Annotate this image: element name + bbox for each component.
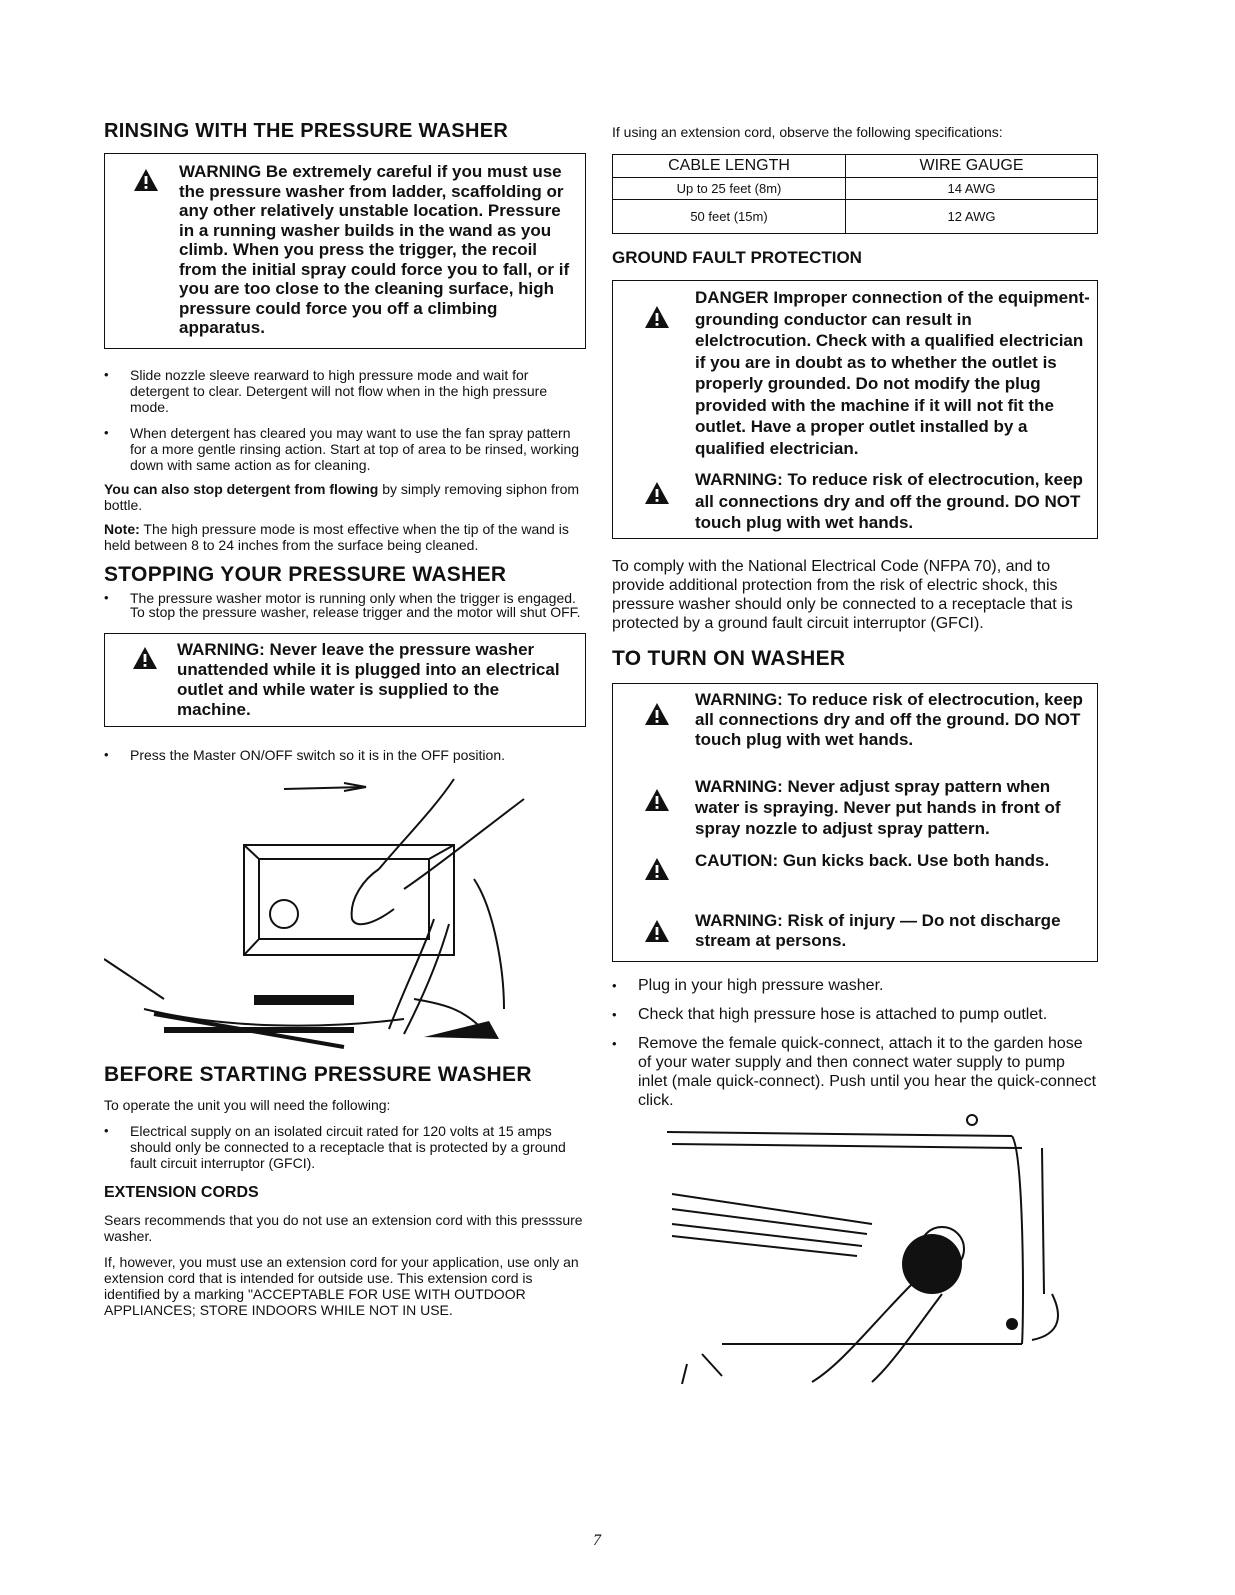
gfp-danger-text: DANGER Improper connection of the equipment-grounding conductor can result in elelctrocution. Check with a qualified electrician if you are in doubt as to whether the outlet is properly grounded. Do not modify the plug provided with the machine if it will not fit the outlet. Have a proper outlet installed by a qualified electrician. bbox=[695, 288, 1090, 458]
gfp-warning-text: WARNING: To reduce risk of electrocution, keep all connections dry and off the ground. DO NOT touch plug with wet hands. bbox=[695, 470, 1083, 533]
extension-cords-p1: Sears recommends that you do not use an extension cord with this presssure washer. bbox=[104, 1211, 583, 1244]
hose-connection-drawing bbox=[612, 1114, 1098, 1384]
extension-cords-heading: EXTENSION CORDS bbox=[104, 1183, 259, 1201]
table-header-wire-gauge: WIRE GAUGE bbox=[846, 155, 1098, 178]
warning-triangle-icon bbox=[619, 851, 695, 881]
gfp-heading: GROUND FAULT PROTECTION bbox=[612, 248, 862, 267]
turn-on-heading: TO TURN ON WASHER bbox=[612, 646, 846, 670]
turn-on-warning-2: WARNING: Never adjust spray pattern when water is spraying. Never put hands in front of spray nozzle to adjust spray pattern. bbox=[695, 777, 1061, 839]
right-column bbox=[612, 124, 1098, 1384]
stopping-heading: STOPPING YOUR PRESSURE WASHER bbox=[104, 562, 507, 586]
stop-detergent-paragraph bbox=[104, 481, 586, 513]
turn-on-bullet-2: • Check that high pressure hose is attached to pump outlet. bbox=[612, 1005, 1098, 1024]
stop-detergent-rest: by simply removing siphon from bottle. bbox=[104, 480, 580, 513]
table-row bbox=[613, 178, 1098, 200]
extension-table-intro: If using an extension cord, observe the following specifications: bbox=[612, 124, 1003, 140]
turn-on-bullet-3: • Remove the female quick-connect, attach it to the garden hose of your water supply and then connect water supply to pump inlet (male quick-connect). Push until you hear the quick-connect click. bbox=[612, 1034, 1098, 1110]
table-cell: Up to 25 feet (8m) bbox=[613, 178, 846, 200]
table-cell: 12 AWG bbox=[846, 200, 1098, 234]
rinsing-bullet-1: • Slide nozzle sleeve rearward to high pressure mode and wait for detergent to clear. Detergent will not flow when in the high pressure mode. bbox=[104, 367, 586, 415]
rinsing-warning-box bbox=[104, 153, 586, 349]
stop-detergent-bold: You can also stop detergent from flowing bbox=[104, 480, 379, 497]
rinsing-bullet-2: • When detergent has cleared you may want to use the fan spray pattern for a more gentle rinsing action. Start at top of area to be rinsed, working down with same action as for cleaning. bbox=[104, 425, 586, 473]
gfp-warning-box bbox=[612, 280, 1098, 539]
warning-triangle-icon bbox=[619, 690, 695, 726]
switch-illustration bbox=[104, 769, 586, 1051]
before-bullet: • Electrical supply on an isolated circuit rated for 120 volts at 15 amps should only be connected to a receptacle that is protected by a ground fault circuit interruptor (GFCI). bbox=[104, 1123, 586, 1171]
before-intro: To operate the unit you will need the following: bbox=[104, 1096, 391, 1113]
table-cell: 50 feet (15m) bbox=[613, 200, 846, 234]
turn-on-warning-4: WARNING: Risk of injury — Do not discharge stream at persons. bbox=[695, 911, 1061, 951]
note-paragraph bbox=[104, 521, 586, 553]
turn-on-caution: CAUTION: Gun kicks back. Use both hands. bbox=[695, 851, 1050, 871]
turn-on-bullet-1: • Plug in your high pressure washer. bbox=[612, 976, 1098, 995]
warning-triangle-icon bbox=[113, 162, 179, 192]
turn-on-warning-1: WARNING: To reduce risk of electrocution, keep all connections dry and off the ground. DO NOT touch plug with wet hands. bbox=[695, 690, 1083, 750]
gfp-paragraph: To comply with the National Electrical Code (NFPA 70), and to provide additional protection from the risk of electric shock, this pressure washer should only be connected to a receptacle that is protected by a ground fault circuit interruptor (GFCI). bbox=[612, 557, 1073, 632]
table-row bbox=[613, 200, 1098, 234]
rinsing-heading: RINSING WITH THE PRESSURE WASHER bbox=[104, 120, 509, 142]
warning-triangle-icon bbox=[619, 776, 695, 812]
rinsing-warning-text: WARNING Be extremely careful if you must use the pressure washer from ladder, scaffolding or any other relatively unstable location. Pressure in a running washer builds in the wand as you climb. When you press the trigger, the recoil from the initial spray could force you to fall, or if you are too close to the cleaning surface, high pressure could force you off a climbing apparatus. bbox=[179, 162, 570, 337]
table-header-cable-length: CABLE LENGTH bbox=[613, 155, 846, 178]
hose-illustration bbox=[612, 1114, 1098, 1384]
before-heading: BEFORE STARTING PRESSURE WASHER bbox=[104, 1062, 532, 1086]
left-column bbox=[104, 120, 586, 1318]
stopping-bullet: • The pressure washer motor is running only when the trigger is engaged. To stop the pressure washer, release trigger and the motor will shut OFF. bbox=[104, 591, 586, 619]
warning-triangle-icon bbox=[113, 640, 177, 670]
stopping-warning-box bbox=[104, 633, 586, 727]
extension-cords-p2: If, however, you must use an extension cord for your application, use only an extension cord that is intended for outside use. This extension cord is identified by a marking "ACCEPTABLE FOR USE WITH OUTDOOR APPLIANCES; STORE INDOORS WHILE NOT IN USE. bbox=[104, 1253, 579, 1318]
page-number: 7 bbox=[593, 1532, 601, 1549]
table-header-row bbox=[613, 155, 1098, 178]
stopping-warning-text: WARNING: Never leave the pressure washer unattended while it is plugged into an electrical outlet and while water is supplied to the machine. bbox=[177, 639, 560, 719]
table-cell: 14 AWG bbox=[846, 178, 1098, 200]
finger-switch-drawing bbox=[104, 769, 586, 1051]
note-label: Note: bbox=[104, 520, 140, 537]
extension-cord-table bbox=[612, 154, 1098, 234]
turn-on-warning-box bbox=[612, 683, 1098, 962]
note-text: The high pressure mode is most effective when the tip of the wand is held between 8 to 24 inches from the surface being cleaned. bbox=[104, 520, 569, 553]
warning-triangle-icon bbox=[619, 911, 695, 943]
warning-triangle-icon bbox=[619, 469, 695, 505]
stopping-bullet-2: • Press the Master ON/OFF switch so it is in the OFF position. bbox=[104, 747, 586, 763]
warning-triangle-icon bbox=[619, 287, 695, 329]
